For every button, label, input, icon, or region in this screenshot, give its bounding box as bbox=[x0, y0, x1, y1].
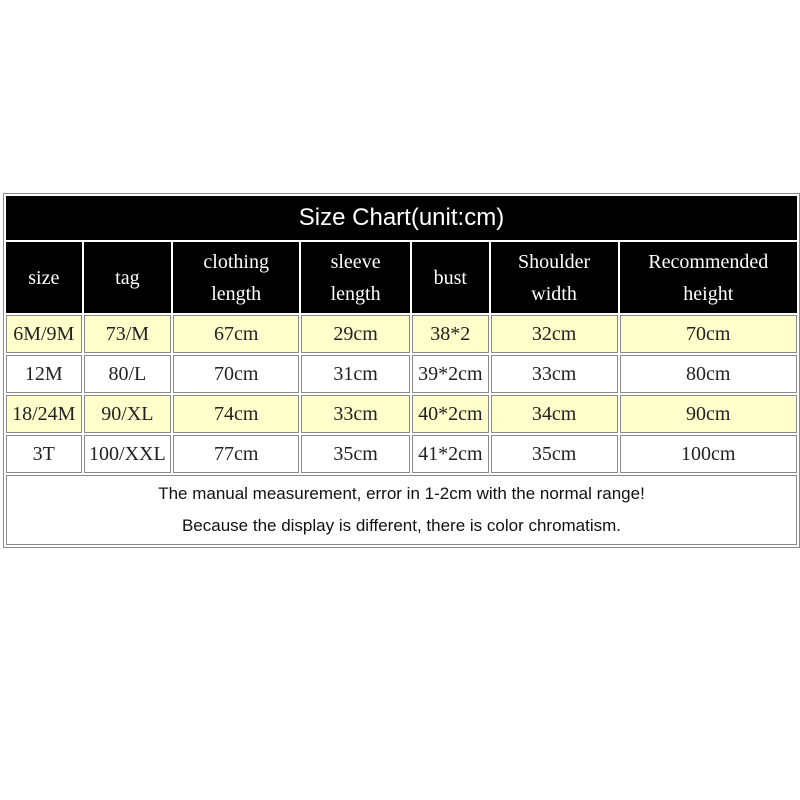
header-label: sleeve bbox=[330, 250, 381, 273]
header-sleeve-length bbox=[301, 242, 410, 313]
cell-tag: 90/XL bbox=[84, 395, 172, 433]
cell-shoulder-width: 33cm bbox=[491, 355, 618, 393]
table-row bbox=[6, 355, 797, 393]
table-row bbox=[6, 395, 797, 433]
header-clothing-length bbox=[173, 242, 299, 313]
cell-sleeve-length: 29cm bbox=[301, 315, 410, 353]
header-label: Recommended bbox=[648, 250, 769, 273]
table-row bbox=[6, 435, 797, 473]
header-label: length bbox=[330, 282, 381, 305]
header-label: size bbox=[28, 266, 60, 289]
table-row bbox=[6, 315, 797, 353]
header-label: width bbox=[531, 282, 577, 305]
cell-clothing-length: 67cm bbox=[173, 315, 299, 353]
cell-size: 3T bbox=[6, 435, 82, 473]
header-label: tag bbox=[115, 266, 140, 289]
header-shoulder-width bbox=[491, 242, 618, 313]
header-label: length bbox=[211, 282, 262, 305]
cell-tag: 73/M bbox=[84, 315, 172, 353]
measurement-note: The manual measurement, error in 1-2cm with the normal range! bbox=[158, 484, 645, 503]
header-label: bust bbox=[433, 266, 467, 289]
header-recommended-height bbox=[620, 242, 797, 313]
cell-bust: 39*2cm bbox=[412, 355, 489, 393]
header-size bbox=[6, 242, 82, 313]
cell-bust: 38*2 bbox=[412, 315, 489, 353]
chart-title: Size Chart(unit:cm) bbox=[6, 196, 797, 240]
cell-sleeve-length: 33cm bbox=[301, 395, 410, 433]
size-chart-table bbox=[4, 194, 799, 547]
cell-sleeve-length: 31cm bbox=[301, 355, 410, 393]
cell-size: 18/24M bbox=[6, 395, 82, 433]
cell-bust: 40*2cm bbox=[412, 395, 489, 433]
cell-bust: 41*2cm bbox=[412, 435, 489, 473]
cell-clothing-length: 77cm bbox=[173, 435, 299, 473]
cell-recommended-height: 100cm bbox=[620, 435, 797, 473]
cell-recommended-height: 70cm bbox=[620, 315, 797, 353]
notes-row bbox=[6, 475, 797, 545]
cell-size: 12M bbox=[6, 355, 82, 393]
notes-cell bbox=[6, 475, 797, 545]
cell-tag: 100/XXL bbox=[84, 435, 172, 473]
cell-clothing-length: 70cm bbox=[173, 355, 299, 393]
header-label: height bbox=[683, 282, 734, 305]
header-bust bbox=[412, 242, 489, 313]
color-note: Because the display is different, there is color chromatism. bbox=[181, 516, 622, 535]
header-label: clothing bbox=[203, 250, 269, 273]
cell-shoulder-width: 32cm bbox=[491, 315, 618, 353]
cell-size: 6M/9M bbox=[6, 315, 82, 353]
header-label: Shoulder bbox=[517, 250, 591, 273]
cell-shoulder-width: 34cm bbox=[491, 395, 618, 433]
header-row bbox=[6, 242, 797, 313]
cell-recommended-height: 90cm bbox=[620, 395, 797, 433]
header-tag bbox=[84, 242, 172, 313]
cell-tag: 80/L bbox=[84, 355, 172, 393]
cell-recommended-height: 80cm bbox=[620, 355, 797, 393]
cell-shoulder-width: 35cm bbox=[491, 435, 618, 473]
size-chart bbox=[3, 193, 800, 548]
title-row bbox=[6, 196, 797, 240]
cell-sleeve-length: 35cm bbox=[301, 435, 410, 473]
cell-clothing-length: 74cm bbox=[173, 395, 299, 433]
